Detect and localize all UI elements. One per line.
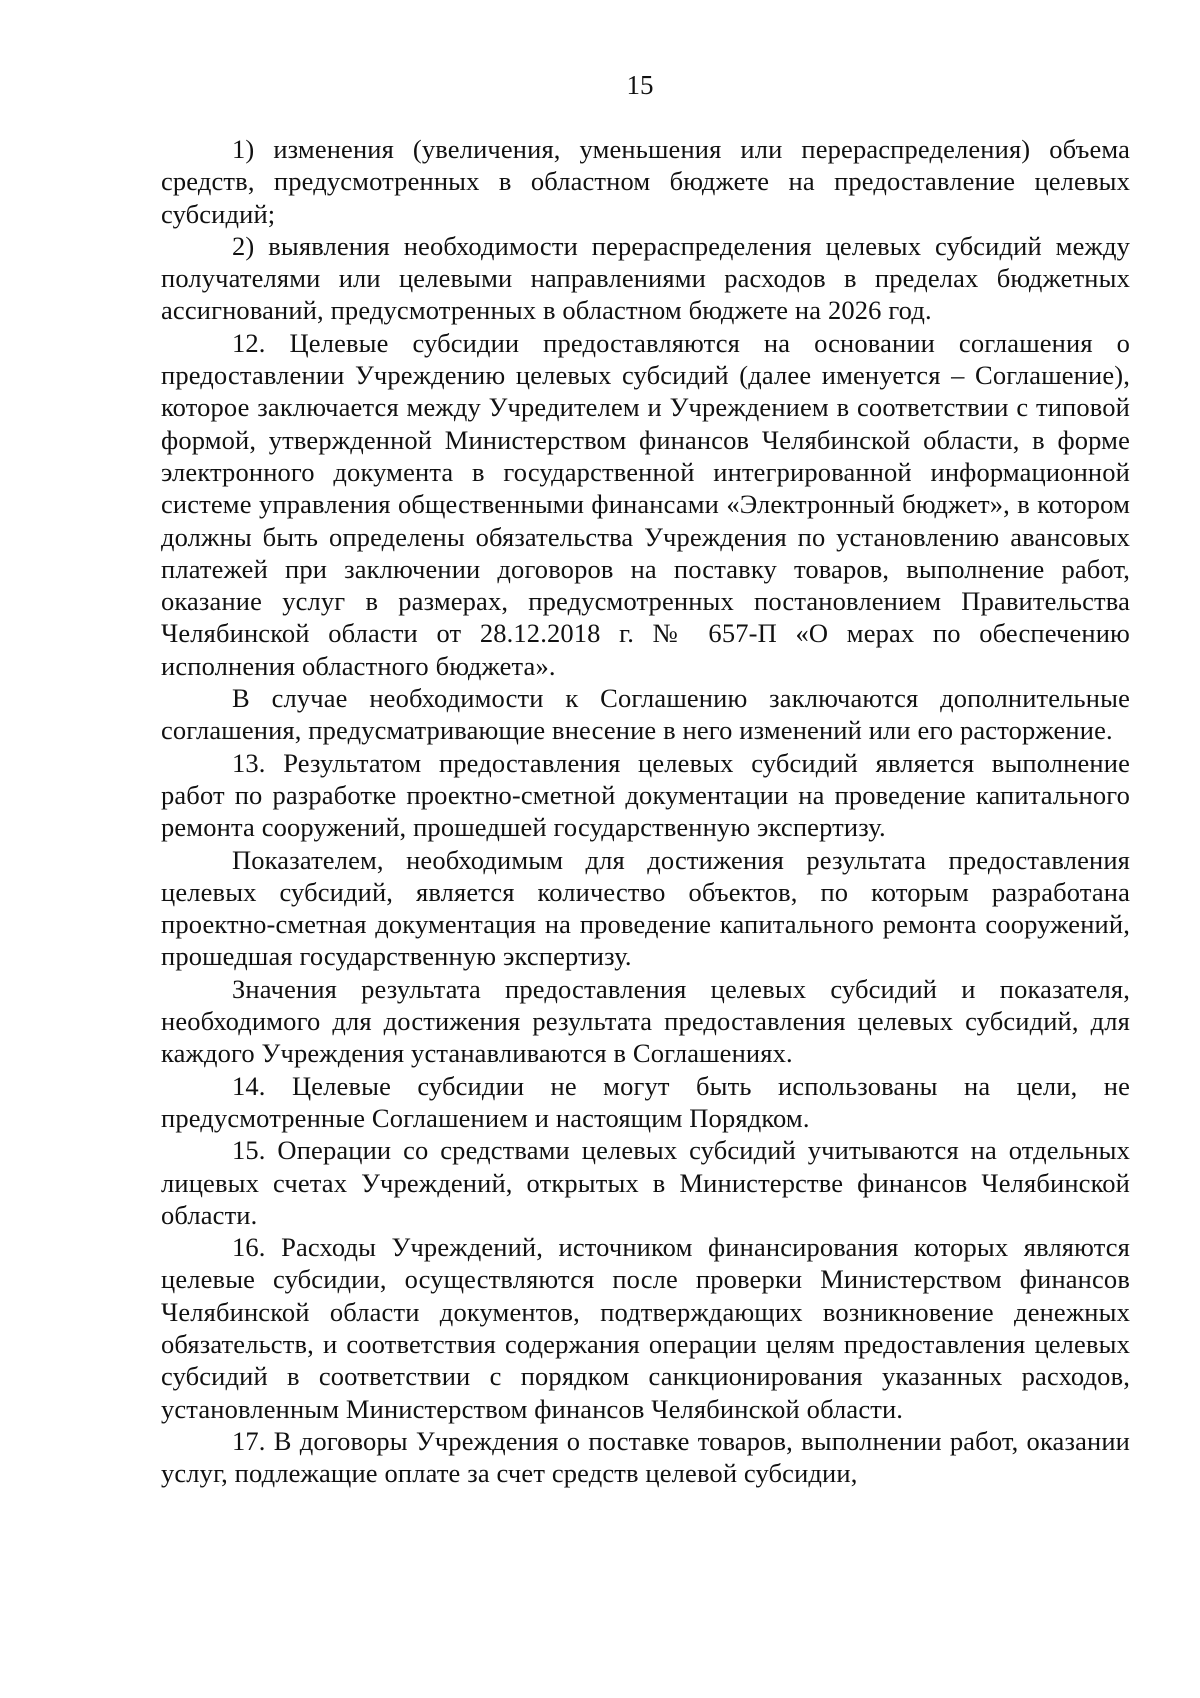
paragraph-item-2: 2) выявления необходимости перераспределения целевых субсидий между получателями или целевыми направлениями расходов в пределах бюджетных ассигнований, предусмотренных в областном бюджете на 2026 год. bbox=[161, 230, 1130, 326]
page-number: 15 bbox=[626, 70, 654, 100]
paragraph-section-15: 15. Операции со средствами целевых субсидий учитываются на отдельных лицевых счетах Учреждений, открытых в Министерстве финансов Челябинской области. bbox=[161, 1135, 1130, 1230]
paragraph-indicator: Показателем, необходимым для достижения результата предоставления целевых субсидий, является количество объектов, по которым разработана проектно-сметная документация на проведение капитального ремонта сооружений, прошедшая государственную экспертизу. bbox=[161, 844, 1130, 972]
paragraph-section-17: 17. В договоры Учреждения о поставке товаров, выполнении работ, оказании услуг, подлежащие оплате за счет средств целевой субсидии, bbox=[161, 1425, 1130, 1489]
paragraph-section-12: 12. Целевые субсидии предоставляются на основании соглашения о предоставлении Учреждению целевых субсидий (далее именуется – Соглашение), которое заключается между Учредителем и Учреждением в соответствии с типовой формой, утвержденной Министерством финансов Челябинской области, в форме электронного документа в государственной интегрированной информационной системе управления общественными финансами «Электронный бюджет», в котором должны быть определены обязательства Учреждения по установлению авансовых платежей при заключении договоров на поставку товаров, выполнение работ, оказание услуг в размерах, предусмотренных постановлением Правительства Челябинской области от 28.12.2018 г. № 657-П «О мерах по обеспечению исполнения областного бюджета». bbox=[161, 327, 1130, 681]
paragraph-section-13: 13. Результатом предоставления целевых субсидий является выполнение работ по разработке проектно-сметной документации на проведение капитального ремонта сооружений, прошедшей государственную экспертизу. bbox=[161, 747, 1130, 843]
paragraph-item-1: 1) изменения (увеличения, уменьшения или перераспределения) объема средств, предусмотренных в областном бюджете на предоставление целевых субсидий; bbox=[161, 134, 1130, 229]
document-body bbox=[161, 133, 1130, 1489]
paragraph-additional-agreements: В случае необходимости к Соглашению заключаются дополнительные соглашения, предусматривающие внесение в него изменений или его расторжение. bbox=[161, 683, 1130, 746]
paragraph-section-14: 14. Целевые субсидии не могут быть использованы на цели, не предусмотренные Соглашением и настоящим Порядком. bbox=[161, 1070, 1130, 1133]
paragraph-result-values: Значения результата предоставления целевых субсидий и показателя, необходимого для достижения результата предоставления целевых субсидий, для каждого Учреждения устанавливаются в Соглашениях. bbox=[161, 973, 1130, 1069]
paragraph-section-16: 16. Расходы Учреждений, источником финансирования которых являются целевые субсидии, осуществляются после проверки Министерством финансов Челябинской области документов, подтверждающих возникновение денежных обязательств, и соответствия содержания операции целям предоставления целевых субсидий в соответствии с порядком санкционирования указанных расходов, установленным Министерством финансов Челябинской области. bbox=[161, 1232, 1130, 1424]
